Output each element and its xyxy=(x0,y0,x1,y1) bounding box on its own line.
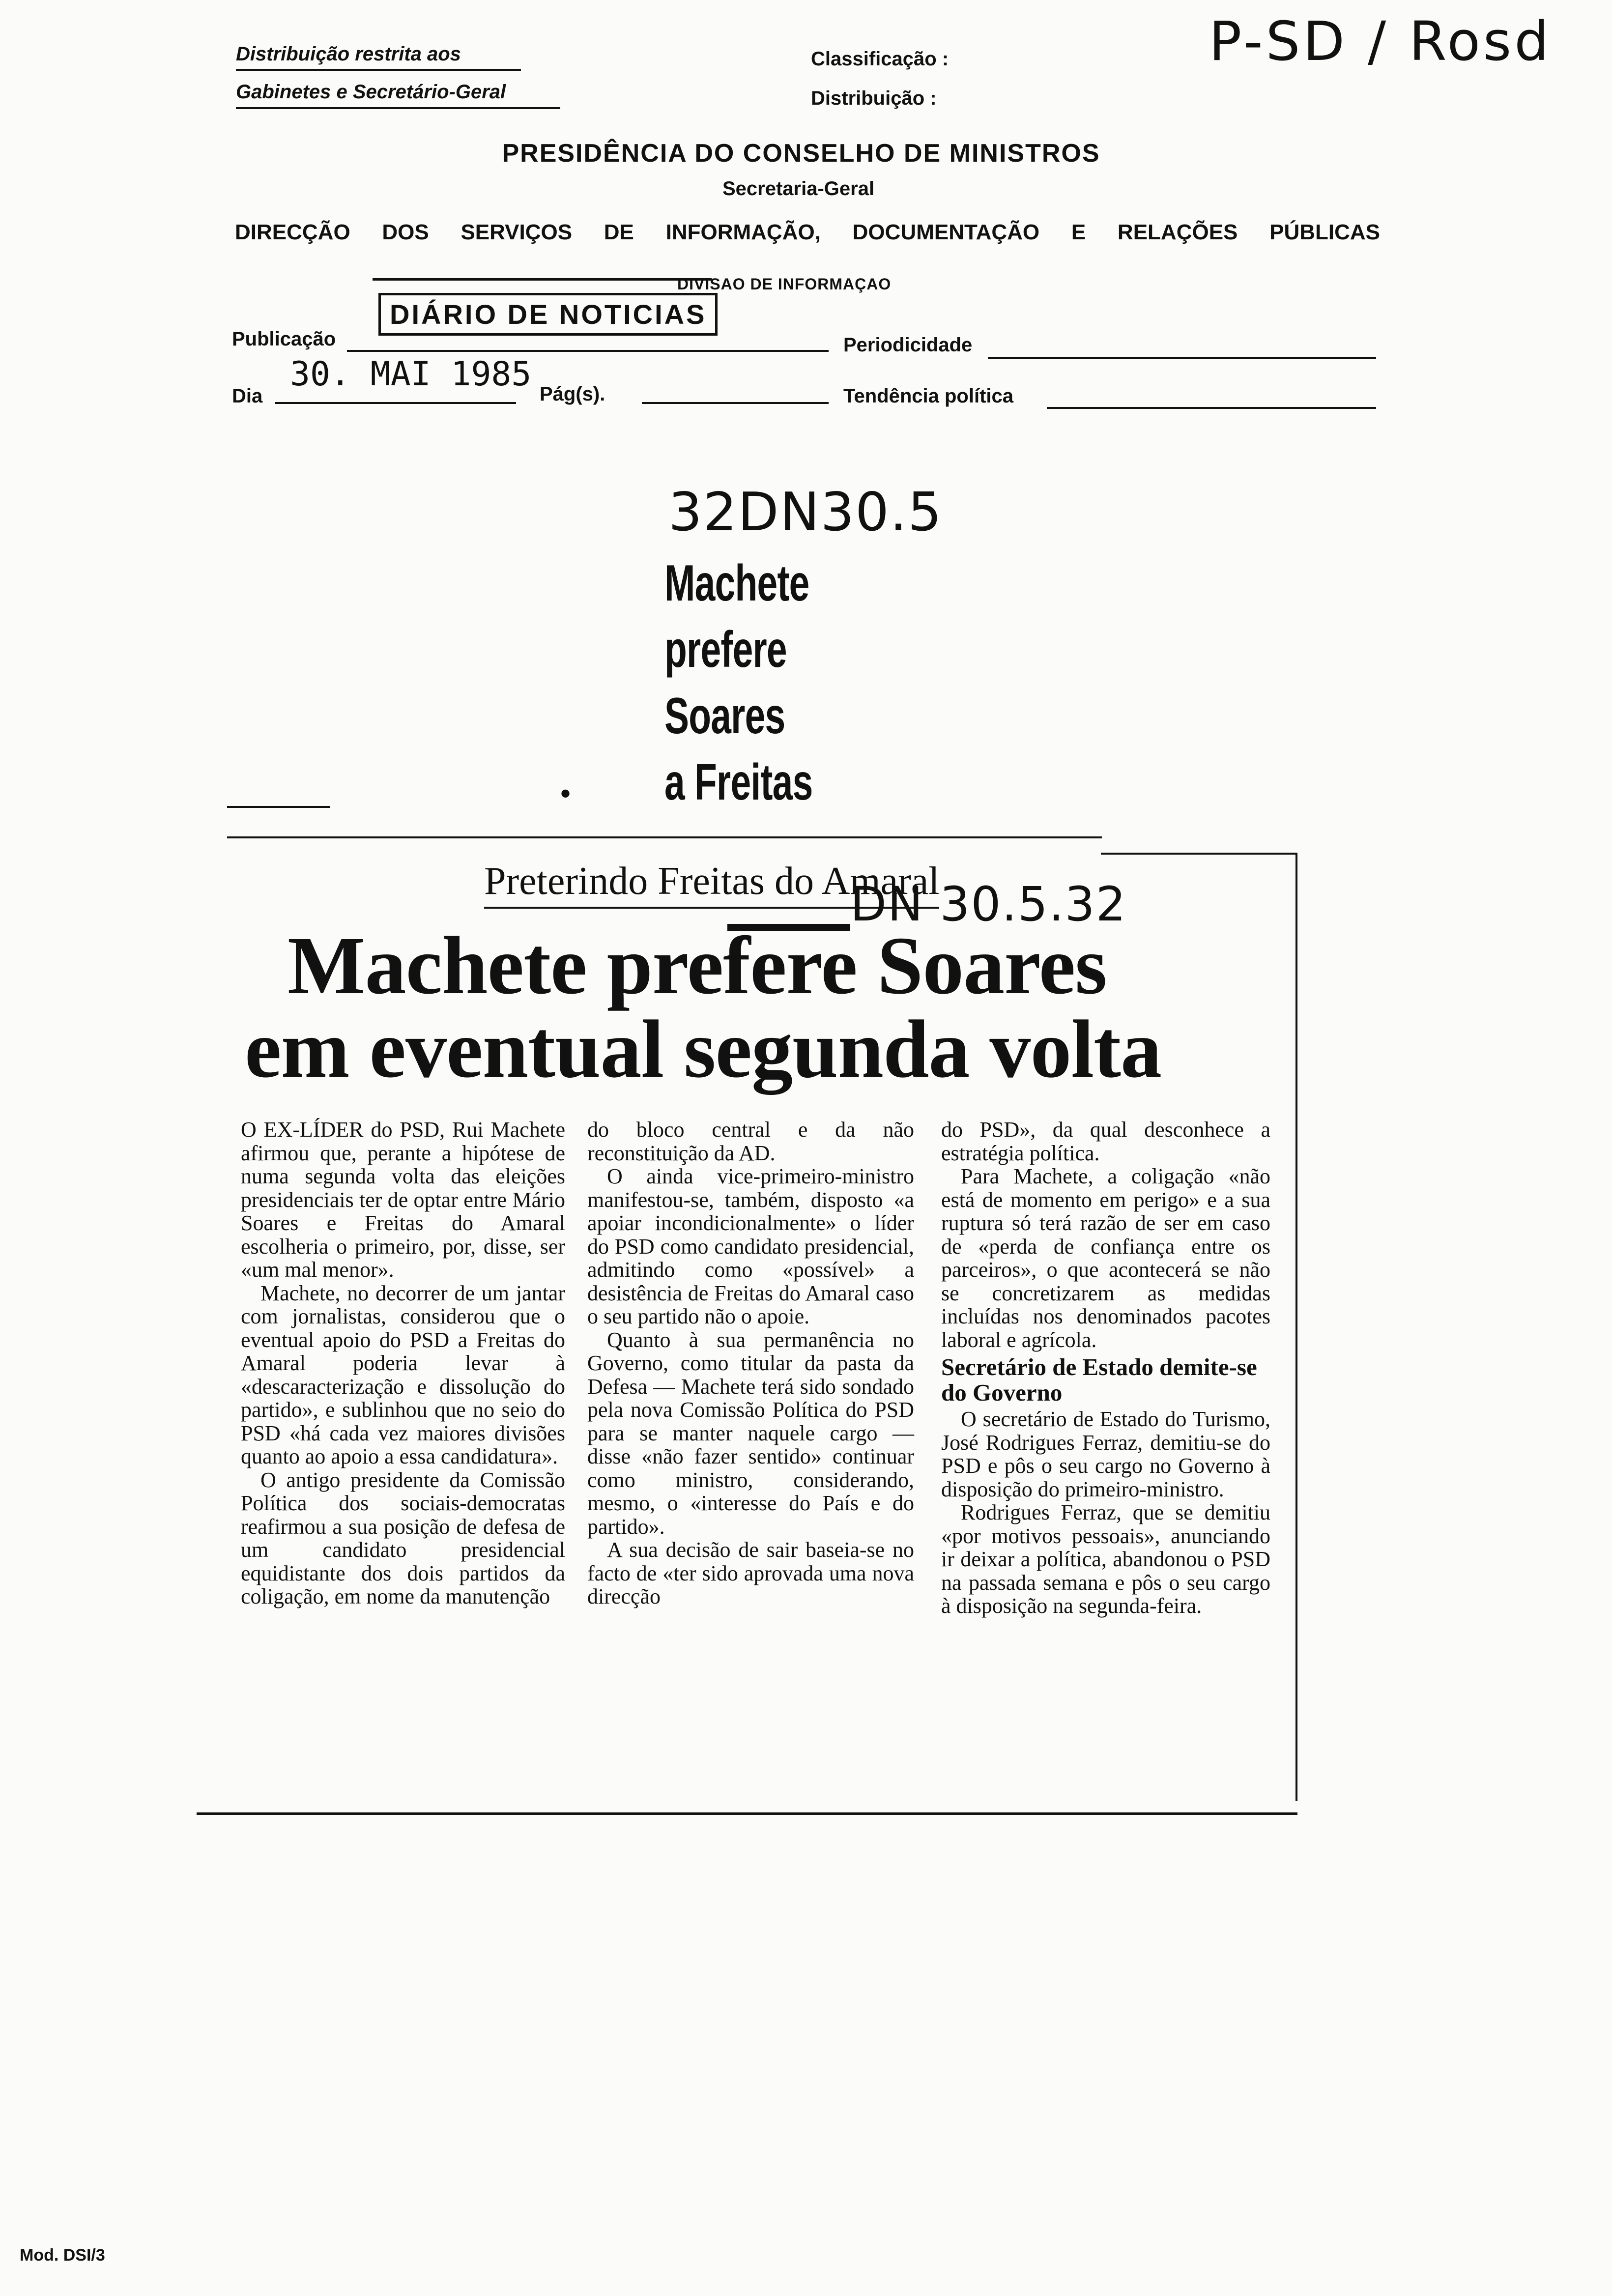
article-kicker: Preterindo Freitas do Amaral xyxy=(484,859,939,909)
article-top-rule xyxy=(227,836,1102,838)
article-right-rule xyxy=(1295,853,1297,1801)
stamp-top-rule xyxy=(373,278,712,281)
underline-periodicidade xyxy=(988,357,1376,359)
col2-paragraph-4: A sua decisão de sair baseia-se no facto de «ter sido aprovada uma nova direcção xyxy=(587,1538,914,1608)
mini-headline-line-2: prefere xyxy=(664,621,787,678)
article-bottom-rule xyxy=(197,1812,1297,1815)
mini-headline-line-4: a Freitas xyxy=(664,754,813,811)
periodicidade-label: Periodicidade xyxy=(843,334,973,356)
underline-publicacao xyxy=(347,350,829,352)
underline-restricted-2 xyxy=(236,107,560,109)
col1-paragraph-1: O EX-LÍDER do PSD, Rui Machete afirmou que, perante a hipótese de numa segunda volta das eleições presidenciais ter de optar entre Mário Soares e Freitas do Amaral escolheria o primeiro, por, disse, ser «um mal menor». xyxy=(241,1118,565,1282)
distribuicao-label: Distribuição : xyxy=(811,87,937,109)
pags-label: Pág(s). xyxy=(540,383,605,405)
publication-stamp: DIÁRIO DE NOTICIAS xyxy=(378,293,718,336)
col1-paragraph-2: Machete, no decorrer de um jantar com jornalistas, considerou que o eventual apoio do PSD a Freitas do Amaral poderia levar à «descaracterização e dissolução do partido», e sublinhou que no seio do PSD «há cada vez maiores divisões quanto ao apoio a essa candidatura». xyxy=(241,1281,565,1468)
form-code: Mod. DSI/3 xyxy=(20,2246,105,2265)
col3-paragraph-1: do PSD», da qual desconhece a estratégia política. xyxy=(941,1118,1270,1165)
tendencia-label: Tendência política xyxy=(843,385,1013,407)
clip-index-annotation: 32DN30.5 xyxy=(668,482,943,543)
headline-line-1: Machete prefere Soares xyxy=(288,920,1107,1011)
publicacao-label: Publicação xyxy=(232,328,336,350)
mini-headline-line-1: Machete xyxy=(664,555,809,612)
mini-headline xyxy=(664,550,870,816)
underline-restricted-1 xyxy=(236,69,521,71)
underline-dia xyxy=(275,402,516,404)
handwritten-note: P-SD / Rosd xyxy=(1209,10,1552,73)
secretaria-geral: Secretaria-Geral xyxy=(722,178,875,200)
col3-paragraph-3: O secretário de Estado do Turismo, José Rodrigues Ferraz, demitiu-se do PSD e pôs o seu cargo no Governo à disposição do primeiro-ministro. xyxy=(941,1407,1270,1501)
underline-tendencia xyxy=(1047,407,1376,409)
article-column-3 xyxy=(941,1118,1270,1618)
direccao-line: DIRECÇÃO DOS SERVIÇOS DE INFORMAÇÃO, DOCUMENTAÇÃO E RELAÇÕES PÚBLICAS xyxy=(235,220,1380,244)
article-column-2 xyxy=(587,1118,914,1608)
article-annotation: DN 30.5.32 xyxy=(850,877,1127,932)
institution-title: PRESIDÊNCIA DO CONSELHO DE MINISTROS xyxy=(502,139,1100,168)
classificacao-label: Classificação : xyxy=(811,48,949,70)
col2-paragraph-3: Quanto à sua permanência no Governo, como titular da pasta da Defesa — Machete terá sido sondado pela nova Comissão Política do PSD para se manter naquele cargo — disse «não fazer sentido» continuar como ministro, considerando, mesmo, o «interesse do País e do partido». xyxy=(587,1327,914,1539)
restricted-line-2: Gabinetes e Secretário-Geral xyxy=(236,81,506,103)
col3-paragraph-4: Rodrigues Ferraz, que se demitiu «por motivos pessoais», anunciando ir deixar a política, abandonou o PSD na passada semana e pôs o seu cargo à disposição na segunda-feira. xyxy=(941,1500,1270,1618)
date-stamp: 30. MAI 1985 xyxy=(290,355,532,394)
underline-pags xyxy=(642,402,829,404)
bullet-dot: • xyxy=(560,777,571,810)
mini-headline-line-3: Soares xyxy=(664,688,785,745)
restricted-line-1: Distribuição restrita aos xyxy=(236,43,461,65)
col2-paragraph-1: do bloco central e da não reconstituição da AD. xyxy=(587,1118,914,1165)
section-subhead: Secretário de Estado demite-se do Governo xyxy=(941,1353,1257,1406)
divisao-label: DIVISAO DE INFORMAÇAO xyxy=(677,275,892,293)
article-column-1 xyxy=(241,1118,565,1608)
article-top-rule-right xyxy=(1101,853,1297,855)
col1-paragraph-3: O antigo presidente da Comissão Política dos sociais-democratas reafirmou a sua posição de defesa de um candidato presidencial equidistante dos dois partidos da coligação, em nome da manutenção xyxy=(241,1467,565,1608)
dia-label: Dia xyxy=(232,385,263,407)
col3-paragraph-2: Para Machete, a coligação «não está de momento em perigo» e a sua ruptura só terá razão de ser em caso de «perda de confiança entre os parceiros», o que acontecerá se não se concretizarem as medidas incluídas nos denominados pacotes laboral e agrícola. xyxy=(941,1164,1270,1352)
col2-paragraph-2: O ainda vice-primeiro-ministro manifestou-se, também, disposto «a apoiar incondicionalmente» o líder do PSD como candidato presidencial, admitindo como «possível» a desistência de Freitas do Amaral caso o seu partido não o apoie. xyxy=(587,1164,914,1328)
headline-line-2: em eventual segunda volta xyxy=(245,1004,1161,1095)
separator-left xyxy=(227,806,330,808)
